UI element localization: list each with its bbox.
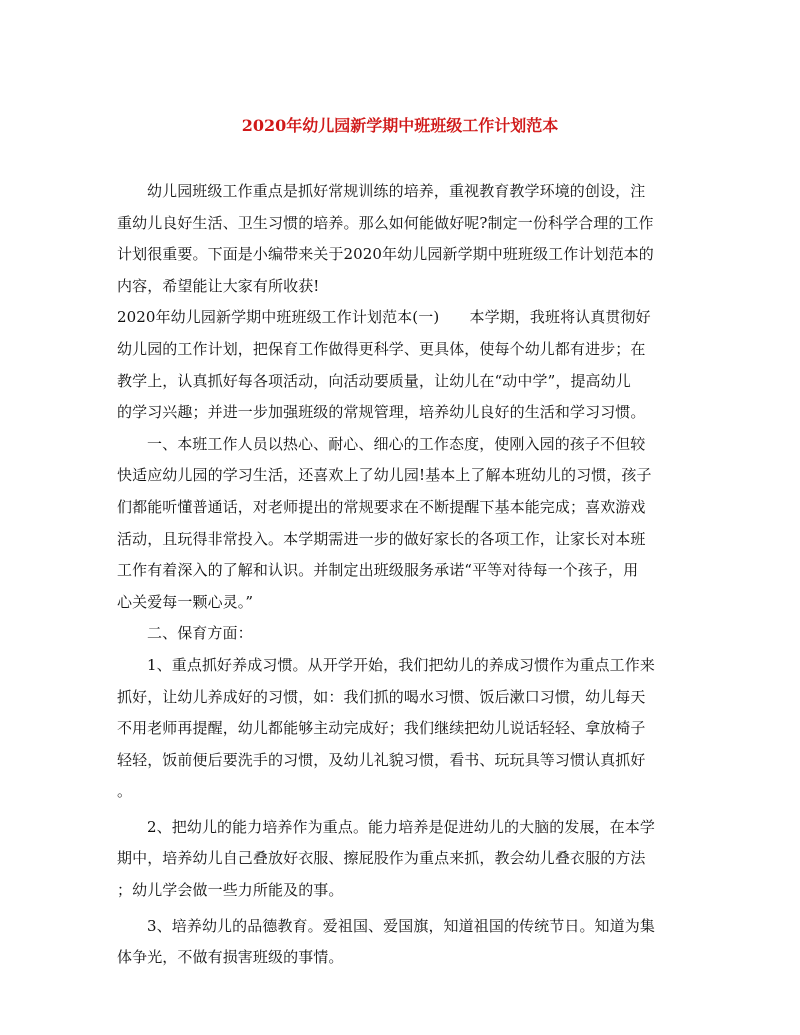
text-line: 1、重点抓好养成习惯。从开学开始，我们把幼儿的养成习惯作为重点工作来: [147, 655, 655, 674]
text-line: 内容，希望能让大家有所收获!: [117, 276, 320, 295]
document-body: [117, 176, 683, 974]
text-line: 不用老师再提醒，幼儿都能够主动完成好；我们继续把幼儿说话轻轻、拿放椅子: [117, 719, 646, 738]
text-line: 的学习兴趣；并进一步加强班级的常规管理，培养幼儿良好的生活和学习习惯。: [117, 403, 646, 422]
text-line: 一、本班工作人员以热心、耐心、细心的工作态度，使刚入园的孩子不但较: [147, 434, 646, 453]
text-line: 2020年幼儿园新学期中班班级工作计划范本(一) 本学期，我班将认真贯彻好: [117, 308, 651, 327]
text-line: 幼儿园的工作计划，把保育工作做得更科学、更具体，使每个幼儿都有进步；在: [117, 339, 646, 358]
text-line: 二、保育方面：: [147, 624, 253, 643]
text-line: 计划很重要。下面是小编带来关于2020年幼儿园新学期中班班级工作计划范本的: [117, 245, 654, 264]
text-line: ；幼儿学会做一些力所能及的事。: [117, 881, 344, 900]
text-line: 快适应幼儿园的学习生活，还喜欢上了幼儿园!基本上了解本班幼儿的习惯，孩子: [117, 466, 652, 485]
text-line: 体争光，不做有损害班级的事情。: [117, 948, 344, 967]
text-line: 工作有着深入的了解和认识。并制定出班级服务承诺“平等对待每一个孩子，用: [117, 561, 639, 580]
text-line: 重幼儿良好生活、卫生习惯的培养。那么如何能做好呢?制定一份科学合理的工作: [117, 213, 654, 232]
text-line: 2、把幼儿的能力培养作为重点。能力培养是促进幼儿的大脑的发展，在本学: [147, 817, 655, 836]
text-line: 轻轻，饭前便后要洗手的习惯，及幼儿礼貌习惯，看书、玩玩具等习惯认真抓好: [117, 750, 646, 769]
text-line: 教学上，认真抓好每各项活动，向活动要质量，让幼儿在“动中学”，提高幼儿: [117, 371, 631, 390]
text-line: 。: [117, 782, 133, 801]
text-line: 幼儿园班级工作重点是抓好常规训练的培养，重视教育教学环境的创设，注: [147, 182, 646, 200]
text-line: 3、培养幼儿的品德教育。爱祖国、爱国旗，知道祖国的传统节日。知道为集: [147, 916, 655, 935]
text-line: 们都能听懂普通话，对老师提出的常规要求在不断提醒下基本能完成；喜欢游戏: [117, 497, 646, 516]
text-line: 期中，培养幼儿自己叠放好衣服、擦屁股作为重点来抓，教会幼儿叠衣服的方法: [117, 849, 646, 868]
text-line: 抓好，让幼儿养成好的习惯，如：我们抓的喝水习惯、饭后漱口习惯，幼儿每天: [117, 687, 646, 706]
document-title: 2020年幼儿园新学期中班班级工作计划范本: [241, 116, 559, 135]
text-line: 活动，且玩得非常投入。本学期需进一步的做好家长的各项工作，让家长对本班: [117, 529, 646, 548]
text-line: 心关爱每一颗心灵。”: [117, 592, 254, 611]
